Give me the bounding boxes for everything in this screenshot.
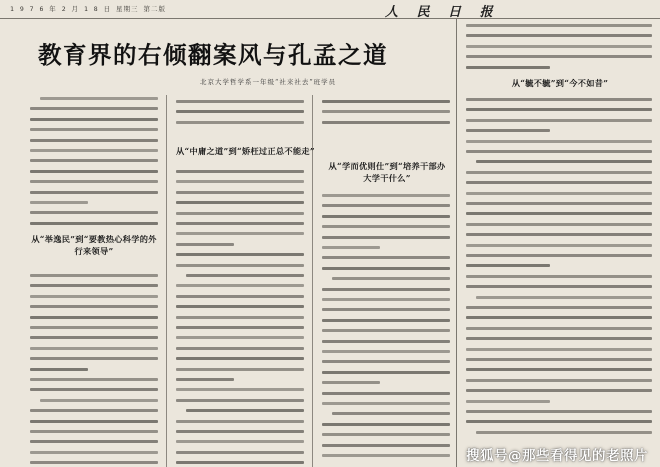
right-column-lower bbox=[466, 96, 652, 436]
article-column-2-lower bbox=[176, 168, 304, 467]
text-line bbox=[176, 212, 304, 215]
text-line bbox=[322, 215, 450, 218]
text-line bbox=[322, 225, 450, 228]
column-divider bbox=[166, 95, 167, 467]
text-line bbox=[176, 316, 304, 319]
text-line bbox=[322, 121, 450, 124]
text-line bbox=[176, 305, 304, 308]
text-line bbox=[176, 378, 234, 381]
text-line bbox=[176, 420, 304, 423]
text-line bbox=[322, 329, 450, 332]
dateline: 1 9 7 6 年 2 月 1 8 日 星期三 第二版 bbox=[10, 5, 166, 13]
text-line bbox=[322, 444, 450, 447]
text-line bbox=[322, 319, 450, 322]
text-line bbox=[176, 100, 304, 103]
article-column-2 bbox=[176, 98, 304, 134]
text-line bbox=[176, 191, 304, 194]
text-line bbox=[176, 451, 304, 454]
text-line bbox=[176, 368, 304, 371]
text-line bbox=[30, 305, 158, 308]
article-column-1-lower bbox=[30, 272, 158, 467]
text-line bbox=[30, 284, 158, 287]
text-line bbox=[176, 399, 304, 402]
text-line bbox=[322, 371, 450, 374]
text-line bbox=[30, 191, 158, 194]
text-line bbox=[30, 368, 88, 371]
text-line bbox=[322, 194, 450, 197]
text-line bbox=[176, 222, 304, 225]
subhead-1: 从“举逸民”到“要教热心科学的外行来领导” bbox=[31, 234, 157, 256]
article-byline: 北京大学哲学系一年级“社来社去”班学员 bbox=[200, 78, 337, 86]
text-line bbox=[186, 409, 304, 412]
text-line bbox=[466, 181, 652, 184]
subhead-3: 从“学而优则仕”到“培养干部办大学干什么” bbox=[328, 161, 446, 183]
text-line bbox=[322, 360, 450, 363]
text-line bbox=[466, 327, 652, 330]
text-line bbox=[30, 461, 158, 464]
article-headline: 教育界的右倾翻案风与孔孟之道 bbox=[38, 41, 388, 69]
text-line bbox=[476, 160, 652, 163]
text-line bbox=[322, 454, 450, 457]
text-line bbox=[176, 336, 304, 339]
text-line bbox=[176, 180, 304, 183]
text-line bbox=[30, 357, 158, 360]
text-line bbox=[466, 368, 652, 371]
text-line bbox=[466, 24, 652, 27]
text-line bbox=[30, 149, 158, 152]
text-line bbox=[466, 389, 652, 392]
text-line bbox=[176, 440, 304, 443]
text-line bbox=[30, 222, 158, 225]
text-line bbox=[322, 110, 450, 113]
text-line bbox=[30, 211, 158, 214]
newspaper-masthead bbox=[0, 0, 660, 19]
text-line bbox=[466, 55, 652, 58]
text-line bbox=[466, 45, 652, 48]
text-line bbox=[322, 350, 450, 353]
text-line bbox=[30, 326, 158, 329]
text-line bbox=[30, 201, 88, 204]
text-line bbox=[466, 233, 652, 236]
text-line bbox=[322, 423, 450, 426]
subhead-2: 从“中庸之道”到“矫枉过正总不能走” bbox=[176, 146, 315, 156]
text-line bbox=[176, 347, 304, 350]
text-line bbox=[30, 336, 158, 339]
text-line bbox=[466, 212, 652, 215]
text-line bbox=[30, 295, 158, 298]
text-line bbox=[322, 236, 450, 239]
text-line bbox=[186, 274, 304, 277]
text-line bbox=[30, 118, 158, 121]
text-line bbox=[322, 288, 450, 291]
text-line bbox=[466, 119, 652, 122]
text-line bbox=[466, 275, 652, 278]
text-line bbox=[30, 378, 158, 381]
text-line bbox=[176, 430, 304, 433]
newspaper-name: 人 民 日 报 bbox=[385, 5, 500, 20]
text-line bbox=[466, 202, 652, 205]
text-line bbox=[466, 337, 652, 340]
text-line bbox=[332, 277, 450, 280]
text-line bbox=[466, 379, 652, 382]
text-line bbox=[466, 264, 550, 267]
text-line bbox=[476, 431, 652, 434]
text-line bbox=[176, 326, 304, 329]
text-line bbox=[176, 264, 304, 267]
text-line bbox=[322, 246, 380, 249]
article-column-1 bbox=[30, 95, 158, 225]
text-line bbox=[466, 316, 652, 319]
text-line bbox=[176, 121, 304, 124]
text-line bbox=[30, 451, 158, 454]
text-line bbox=[30, 409, 158, 412]
text-line bbox=[466, 410, 652, 413]
text-line bbox=[466, 108, 652, 111]
text-line bbox=[466, 98, 652, 101]
text-line bbox=[466, 244, 652, 247]
text-line bbox=[30, 139, 158, 142]
text-line bbox=[332, 412, 450, 415]
watermark-text: 搜狐号@那些看得见的老照片 bbox=[466, 448, 648, 464]
text-line bbox=[466, 66, 550, 69]
text-line bbox=[322, 256, 450, 259]
text-line bbox=[176, 295, 304, 298]
text-line bbox=[466, 306, 652, 309]
text-line bbox=[30, 170, 158, 173]
text-line bbox=[30, 388, 158, 391]
text-line bbox=[322, 381, 380, 384]
text-line bbox=[176, 253, 304, 256]
text-line bbox=[466, 140, 652, 143]
text-line bbox=[322, 340, 450, 343]
text-line bbox=[30, 180, 158, 183]
text-line bbox=[176, 388, 304, 391]
text-line bbox=[30, 159, 158, 162]
right-column-upper bbox=[466, 22, 652, 72]
text-line bbox=[466, 223, 652, 226]
text-line bbox=[466, 171, 652, 174]
text-line bbox=[30, 274, 158, 277]
text-line bbox=[466, 150, 652, 153]
text-line bbox=[322, 298, 450, 301]
text-line bbox=[322, 308, 450, 311]
text-line bbox=[30, 420, 158, 423]
text-line bbox=[30, 316, 158, 319]
text-line bbox=[322, 267, 450, 270]
text-line bbox=[176, 357, 304, 360]
text-line bbox=[466, 358, 652, 361]
text-line bbox=[322, 100, 450, 103]
text-line bbox=[30, 430, 158, 433]
text-line bbox=[40, 97, 158, 100]
text-line bbox=[322, 433, 450, 436]
text-line bbox=[466, 400, 550, 403]
text-line bbox=[466, 420, 652, 423]
text-line bbox=[466, 192, 652, 195]
text-line bbox=[466, 129, 550, 132]
text-line bbox=[466, 254, 652, 257]
text-line bbox=[322, 392, 450, 395]
text-line bbox=[30, 440, 158, 443]
text-line bbox=[40, 399, 158, 402]
article-column-3 bbox=[322, 98, 450, 134]
text-line bbox=[176, 232, 304, 235]
text-line bbox=[476, 296, 652, 299]
text-line bbox=[322, 204, 450, 207]
text-line bbox=[176, 461, 304, 464]
subhead-4: 从“毓不毓”到“今不如昔” bbox=[511, 78, 609, 88]
text-line bbox=[466, 348, 652, 351]
text-line bbox=[176, 170, 304, 173]
text-line bbox=[30, 107, 158, 110]
text-line bbox=[176, 110, 304, 113]
text-line bbox=[176, 243, 234, 246]
text-line bbox=[30, 128, 158, 131]
text-line bbox=[466, 34, 652, 37]
text-line bbox=[30, 347, 158, 350]
text-line bbox=[466, 285, 652, 288]
text-line bbox=[322, 402, 450, 405]
text-line bbox=[176, 201, 304, 204]
text-line bbox=[176, 284, 304, 287]
article-column-3-lower bbox=[322, 192, 450, 467]
